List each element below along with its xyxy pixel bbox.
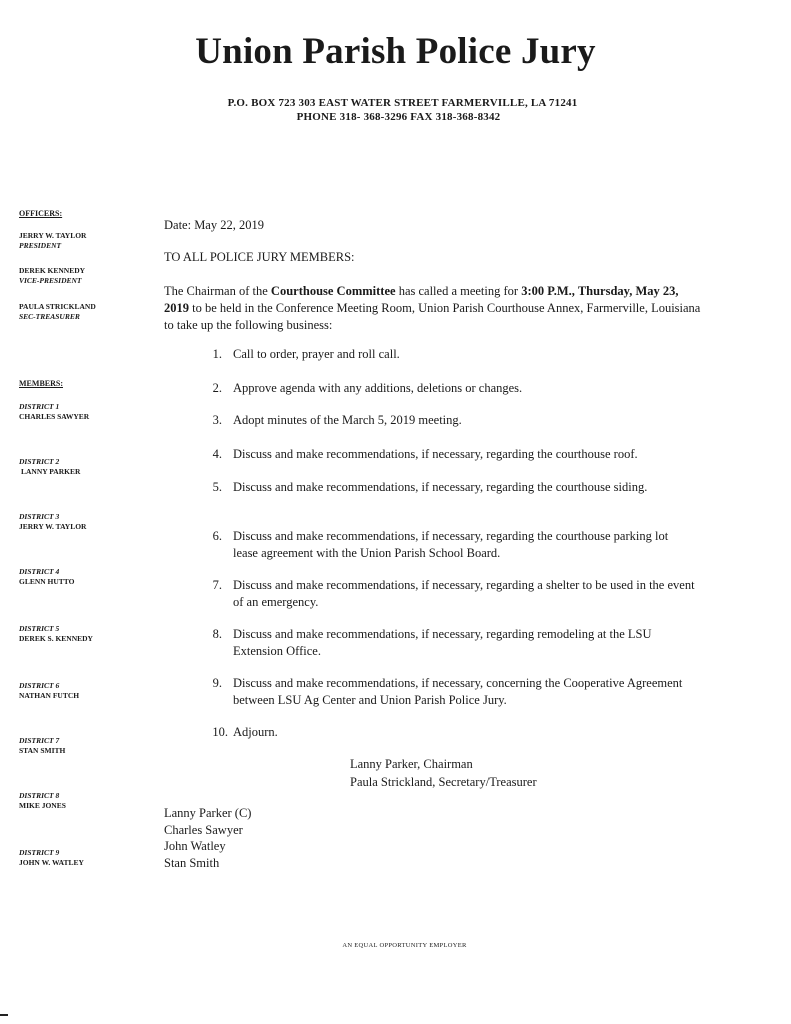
agenda-item-text: Discuss and make recommendations, if necessary, regarding the courthouse parking lot lease agreement with the Union Parish School Board. bbox=[233, 529, 669, 560]
member-district: DISTRICT 3 bbox=[19, 512, 60, 521]
intro-text: The Chairman of the bbox=[164, 284, 271, 298]
member-entry bbox=[19, 457, 80, 477]
agenda-item-text: Adopt minutes of the March 5, 2019 meeting. bbox=[233, 413, 462, 427]
member-name: CHARLES SAWYER bbox=[19, 412, 90, 421]
member-name: JOHN W. WATLEY bbox=[19, 858, 84, 867]
member-entry bbox=[19, 736, 65, 756]
member-entry bbox=[19, 512, 86, 532]
agenda-item-number: 10. bbox=[212, 725, 228, 739]
agenda-item-number: 7. bbox=[212, 578, 222, 592]
member-district: DISTRICT 9 bbox=[19, 848, 60, 857]
agenda-item-number: 8. bbox=[212, 627, 222, 641]
agenda-item-text: Approve agenda with any additions, deletions or changes. bbox=[233, 381, 523, 395]
member-name: DEREK S. KENNEDY bbox=[19, 634, 93, 643]
member-name: MIKE JONES bbox=[19, 801, 66, 810]
intro-text: has called a meeting for bbox=[395, 284, 522, 298]
officer-role: PRESIDENT bbox=[19, 241, 62, 250]
officer-entry bbox=[19, 231, 86, 251]
cc-recipient: Lanny Parker (C) bbox=[164, 806, 252, 820]
member-name: GLENN HUTTO bbox=[19, 577, 75, 586]
member-district: DISTRICT 1 bbox=[19, 402, 60, 411]
cc-recipient: Charles Sawyer bbox=[164, 823, 243, 837]
member-name: JERRY W. TAYLOR bbox=[19, 522, 87, 531]
cc-recipient: Stan Smith bbox=[164, 856, 220, 870]
member-entry bbox=[19, 624, 93, 644]
member-district: DISTRICT 2 bbox=[19, 457, 60, 466]
letter-salutation: TO ALL POLICE JURY MEMBERS: bbox=[164, 250, 355, 264]
agenda-item-number: 3. bbox=[212, 413, 222, 427]
committee-name: Courthouse Committee bbox=[270, 284, 396, 298]
scan-mark bbox=[0, 1014, 8, 1016]
agenda-item-text: Discuss and make recommendations, if necessary, regarding the courthouse roof. bbox=[233, 447, 638, 461]
agenda-item-number: 4. bbox=[212, 447, 222, 461]
members-heading: MEMBERS: bbox=[19, 379, 63, 388]
member-entry bbox=[19, 848, 84, 868]
agenda-item-text: Discuss and make recommendations, if necessary, regarding remodeling at the LSU Extension Office. bbox=[233, 627, 652, 658]
signature-secretary: Paula Strickland, Secretary/Treasurer bbox=[350, 775, 537, 789]
letterhead-address: P.O. BOX 723 303 EAST WATER STREET FARMERVILLE, LA 71241 bbox=[227, 97, 578, 109]
agenda-item-text: Adjourn. bbox=[233, 725, 278, 739]
officers-heading: OFFICERS: bbox=[19, 209, 63, 218]
member-entry bbox=[19, 791, 66, 811]
officer-name: PAULA STRICKLAND bbox=[19, 302, 96, 311]
signature-chairman: Lanny Parker, Chairman bbox=[350, 757, 473, 771]
member-entry bbox=[19, 567, 75, 587]
cc-recipient: John Watley bbox=[164, 839, 226, 853]
agenda-item-number: 5. bbox=[212, 480, 222, 494]
agenda-item-text: Discuss and make recommendations, if necessary, concerning the Cooperative Agreement between LSU Ag Center and Union Parish Police Jury. bbox=[233, 676, 683, 707]
agenda-item-number: 1. bbox=[212, 347, 222, 361]
member-name: STAN SMITH bbox=[19, 746, 66, 755]
agenda-item-number: 2. bbox=[212, 381, 222, 395]
member-district: DISTRICT 7 bbox=[19, 736, 60, 745]
member-district: DISTRICT 8 bbox=[19, 791, 60, 800]
letterhead-phone: PHONE 318- 368-3296 FAX 318-368-8342 bbox=[296, 111, 501, 123]
letter-intro-paragraph bbox=[164, 283, 704, 334]
footer-eoe: AN EQUAL OPPORTUNITY EMPLOYER bbox=[342, 942, 467, 949]
member-entry bbox=[19, 681, 79, 701]
agenda-item-text: Discuss and make recommendations, if necessary, regarding a shelter to be used in the event of an emergency. bbox=[233, 578, 695, 609]
officer-role: SEC-TREASURER bbox=[19, 312, 80, 321]
member-district: DISTRICT 4 bbox=[19, 567, 60, 576]
member-name: LANNY PARKER bbox=[21, 467, 81, 476]
officer-entry bbox=[19, 266, 85, 286]
officer-entry bbox=[19, 302, 96, 322]
agenda-item-number: 9. bbox=[212, 676, 222, 690]
member-entry bbox=[19, 402, 89, 422]
officer-name: DEREK KENNEDY bbox=[19, 266, 86, 275]
agenda-item-text: Discuss and make recommendations, if necessary, regarding the courthouse siding. bbox=[233, 480, 648, 494]
agenda-item-number: 6. bbox=[212, 529, 222, 543]
letterhead-title: Union Parish Police Jury bbox=[195, 31, 596, 72]
member-district: DISTRICT 5 bbox=[19, 624, 60, 633]
officer-role: VICE-PRESIDENT bbox=[19, 276, 82, 285]
agenda-item-text: Call to order, prayer and roll call. bbox=[233, 347, 400, 361]
intro-text: to be held in the Conference Meeting Room, Union Parish Courthouse Annex, Farmerville, Louisiana to take up the following business: bbox=[164, 301, 701, 332]
letter-date: Date: May 22, 2019 bbox=[164, 218, 264, 232]
member-name: NATHAN FUTCH bbox=[19, 691, 80, 700]
officer-name: JERRY W. TAYLOR bbox=[19, 231, 87, 240]
meeting-time: 3:00 P.M., Thursday, May 23, 2019 bbox=[164, 284, 679, 315]
member-district: DISTRICT 6 bbox=[19, 681, 60, 690]
